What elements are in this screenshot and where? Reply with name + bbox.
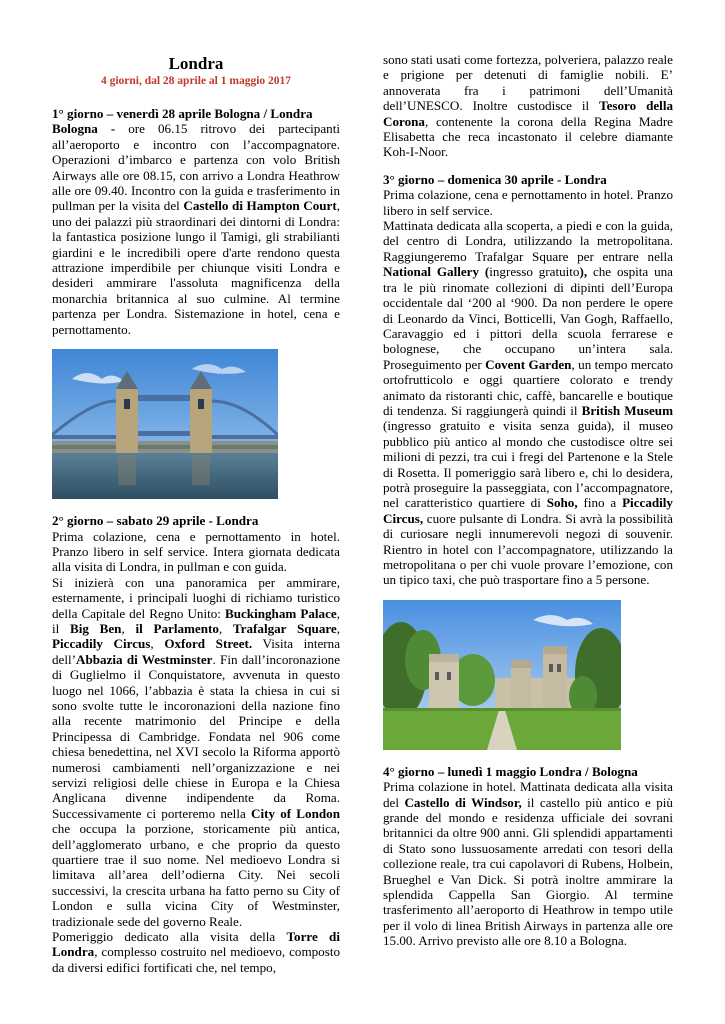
day2-afternoon: Pomeriggio dedicato alla visita della Torre di Londra, complesso costruito nel medioevo, composto da diversi edifici fortificati che, nel tempo, (52, 929, 340, 975)
day2-heading: 2° giorno – sabato 29 aprile - Londra (52, 513, 259, 529)
right-column (383, 52, 673, 949)
tower-bridge-photo (52, 349, 278, 499)
day3-text: Mattinata dedicata alla scoperta, a piedi e con la guida, del centro di Londra, utilizzando la metropolitana. Raggiungeremo Trafalgar Square per entrare nella National Gallery (ingresso gratuito), che ospita una tra le più rinomate collezioni di dipinti dell’Europa occidentale dal ‘200 al ‘900. Da non perdere le opere di Leonardo da Vinci, Botticelli, Van Gogh, Raffaello, Caravaggio ed i pittori della scuola ferrarese e bolognese, che occupano un’intera sala. Proseguimento per Covent Garden, un tempo mercato ortofrutticolo e oggi quartiere colorato e trendy animato da ristoranti chic, caffè, bancarelle e boutique di tendenza. Si raggiungerà quindi il British Museum (ingresso gratuito e visita senza guida), il museo pubblico più antico al mondo che custodisce oltre sei milioni di pezzi, tra cui i fregi del Partenone e la Stele di Rosetta. Il pomeriggio sarà libero e, chi lo desidera, potrà proseguire la passeggiata, con l’accompagnatore, nel caratteristico quartiere di Soho, fino a Piccadily Circus, cuore pulsante di Londra. Si avrà la possibilità di curiosare negli innumerevoli negozi di souvenir. Rientro in hotel con l’accompagnatore, utilizzando la metropolitana o per chi vuole provare l’emozione, con un tipico taxi, che può trasportare fino a 5 persone. (383, 218, 673, 588)
day2-intro: Prima colazione, cena e pernottamento in hotel. Pranzo libero in self service. Intera giornata dedicata alla visita di Londra, in pullman e con guida. (52, 528, 340, 575)
day1-heading: 1° giorno – venerdì 28 aprile Bologna / Londra (52, 106, 313, 121)
day2-continued: sono stati usati come fortezza, polveriera, palazzo reale e prigione per detenuti di famiglie nobili. E’ annoverata fra i patrimoni dell’Umanità dell’UNESCO. Inoltre custodisce il Tesoro della Corona, contenente la corona della Regina Madre Elisabetta che reca incastonato il celebre diamante Koh-I-Noor. (383, 52, 674, 160)
windsor-castle-photo (383, 600, 621, 750)
left-column (52, 50, 340, 975)
day2-text: Si inizierà con una panoramica per ammirare, esternamente, i principali luoghi di richiamo turistico della Capitale del Regno Unito: Buckingham Palace, il Big Ben, il Parlamento, Trafalgar Square, Piccadily Circus, Oxford Street. Visita interna dell’Abbazia di Westminster. Fin dall’incoronazione di Guglielmo il Conquistatore, avvenuta in questo luogo nel 1066, l’abbazia è stata la chiesa in cui si sono svolte tutte le incoronazioni della nazione fino alla recente matrimonio del Principe e della Principessa di Cambridge. Fondata nel 906 come chiesa benedettina, nel XVI secolo la Riforma apportò numerosi cambiamenti nell’organizzazione e nei servizi religiosi delle chiese in Europa e la Chiesa Anglicana divenne indipendente da Roma. Successivamente ci porteremo nella City of London che occupa la porzione, storicamente più antica, dell’agglomerato urbano, e che proprio da questo quartiere trae il suo nome. Nel medioevo Londra si limitava all’area dell’odierna City. Nei secoli successivi, la crescita urbana ha fatto perno su City of London e sulla vicina City of Westminster, tradizionale sede del governo Reale. (52, 574, 341, 929)
day4-heading: 4° giorno – lunedì 1 maggio Londra / Bologna (383, 763, 638, 779)
day1-text: Bologna - ore 06.15 ritrovo dei partecipanti all’aeroporto e incontro con l’accompagnatore. Operazioni d’imbarco e partenza con volo British Airways alle ore 08.15, con arrivo a Londra Heathrow alle ore 09.40. Incontro con la guida e trasferimento in pullman per la visita del Castello di Hampton Court, uno dei palazzi più straordinari dei dintorni di Londra: la fantastica posizione lungo il Tamigi, gli strabilianti giardini e le incredibili opere d'arte rendono questa attrazione imperdibile per chiunque visiti Londra e desideri ammirare l'assoluta magnificenza della monarchia britannica al suo culmine. Al termine partenza per Londra. Sistemazione in hotel, cena e pernottamento. (52, 121, 340, 337)
day3-heading: 3° giorno – domenica 30 aprile - Londra (383, 171, 607, 187)
page-subtitle: 4 giorni, dal 28 aprile al 1 maggio 2017 (100, 75, 292, 87)
day3-intro: Prima colazione, cena e pernottamento in hotel. Pranzo libero in self service. (383, 187, 673, 218)
day4-text: Prima colazione in hotel. Mattinata dedicata alla visita del Castello di Windsor, il castello più antico e più grande del mondo e residenza ufficiale dei sovrani britannici da oltre 900 anni. Gli splendidi appartamenti di Stato sono lussuosamente arredati con tesori della collezione reale, tra cui capolavori di Rubens, Holbein, Brueghel e Van Dick. Si potrà inoltre ammirare la splendida Cappella San Giorgio. Al termine trasferimento all’aeroporto di Heathrow in tempo utile per il volo di linea British Airways in partenza alle ore 15.00. Arrivo previsto alle ore 8.10 a Bologna. (383, 779, 673, 949)
page-title: Londra (168, 54, 224, 73)
